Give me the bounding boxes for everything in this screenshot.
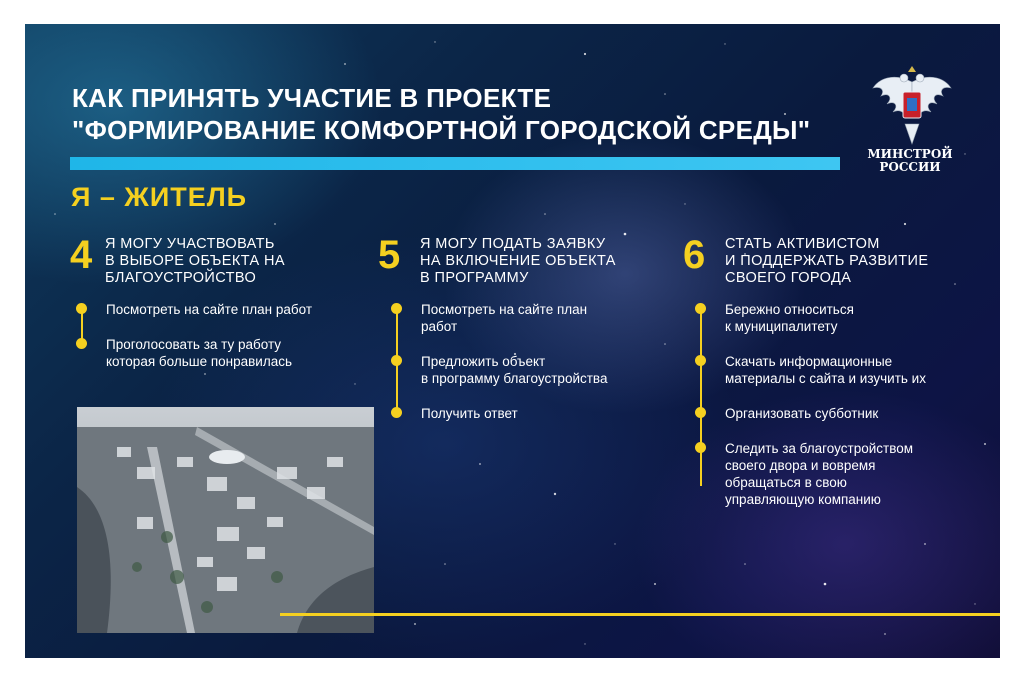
bullet-dot-icon [391, 303, 402, 314]
step-6-number: 6 [683, 233, 706, 277]
item-text-line: управляющую компанию [725, 492, 881, 507]
role-heading: Я – ЖИТЕЛЬ [71, 182, 248, 212]
step-4-number: 4 [70, 233, 93, 277]
item-text-line: которая больше понравилась [106, 354, 293, 369]
item-text-line: работ [421, 319, 458, 334]
list-item [695, 301, 854, 335]
step-heading-line: Я МОГУ УЧАСТВОВАТЬ [105, 236, 275, 252]
bullet-dot-icon [391, 355, 402, 366]
infographic-poster [25, 24, 1000, 658]
bullet-dot-icon [76, 338, 87, 349]
list-item [391, 353, 607, 387]
step-4-items [76, 301, 376, 381]
step-6-items [695, 301, 995, 511]
bullet-dot-icon [695, 442, 706, 453]
item-text-line: Посмотреть на сайте план работ [106, 302, 313, 317]
bullet-dot-icon [695, 407, 706, 418]
bullet-dot-icon [695, 355, 706, 366]
item-text-line: в программу благоустройства [421, 371, 608, 386]
step-heading-line: В ПРОГРАММУ [420, 270, 529, 286]
step-heading-line: В ВЫБОРЕ ОБЪЕКТА НА [105, 253, 285, 269]
list-item [391, 301, 587, 335]
item-text-line: Бережно относиться [725, 302, 854, 317]
item-text-line: Скачать информационные [725, 354, 893, 369]
list-item [695, 353, 926, 387]
list-item [76, 336, 292, 370]
step-4-heading [105, 236, 365, 287]
item-text-line: Проголосовать за ту работу [106, 337, 282, 352]
bullet-dot-icon [391, 407, 402, 418]
list-item [391, 405, 518, 422]
item-text-line: материалы с сайта и изучить их [725, 371, 926, 386]
step-heading-line: СТАТЬ АКТИВИСТОМ [725, 236, 880, 252]
item-text-line: своего двора и вовремя [725, 458, 876, 473]
item-text-line: Получить ответ [421, 406, 518, 421]
title-line-2: "ФОРМИРОВАНИЕ КОМФОРТНОЙ ГОРОДСКОЙ СРЕДЫ" [72, 115, 811, 145]
bottom-accent-line [280, 613, 1000, 616]
step-heading-line: НА ВКЛЮЧЕНИЕ ОБЪЕКТА [420, 253, 616, 269]
step-heading-line: БЛАГОУСТРОЙСТВО [105, 270, 257, 286]
ministry-name-line-1: МИНСТРОЙ [867, 147, 953, 161]
item-text-line: к муниципалитету [725, 319, 838, 334]
item-text-line: Организовать субботник [725, 406, 879, 421]
step-heading-line: И ПОДДЕРЖАТЬ РАЗВИТИЕ [725, 253, 929, 269]
step-6-heading [725, 236, 985, 287]
list-item [76, 301, 312, 318]
item-text-line: Посмотреть на сайте план [421, 302, 588, 317]
bullet-dot-icon [76, 303, 87, 314]
title-line-1: КАК ПРИНЯТЬ УЧАСТИЕ В ПРОЕКТЕ [72, 83, 552, 113]
item-text-line: обращаться в свою [725, 475, 847, 490]
ministry-name-line-2: РОССИИ [879, 160, 941, 174]
item-text-line: Следить за благоустройством [725, 441, 913, 456]
bullet-dot-icon [695, 303, 706, 314]
city-aerial-photo [77, 407, 374, 633]
item-text-line: Предложить объект [421, 354, 546, 369]
step-5-heading [420, 236, 680, 287]
list-item [695, 405, 878, 422]
list-item [695, 440, 913, 508]
double-headed-eagle-emblem-icon [867, 64, 957, 149]
ministry-logo-text [855, 148, 965, 174]
step-5-items [391, 301, 691, 441]
step-5-number: 5 [378, 233, 401, 277]
page-title [72, 82, 872, 146]
step-heading-line: СВОЕГО ГОРОДА [725, 270, 852, 286]
step-heading-line: Я МОГУ ПОДАТЬ ЗАЯВКУ [420, 236, 606, 252]
title-underline-bar [70, 157, 840, 170]
